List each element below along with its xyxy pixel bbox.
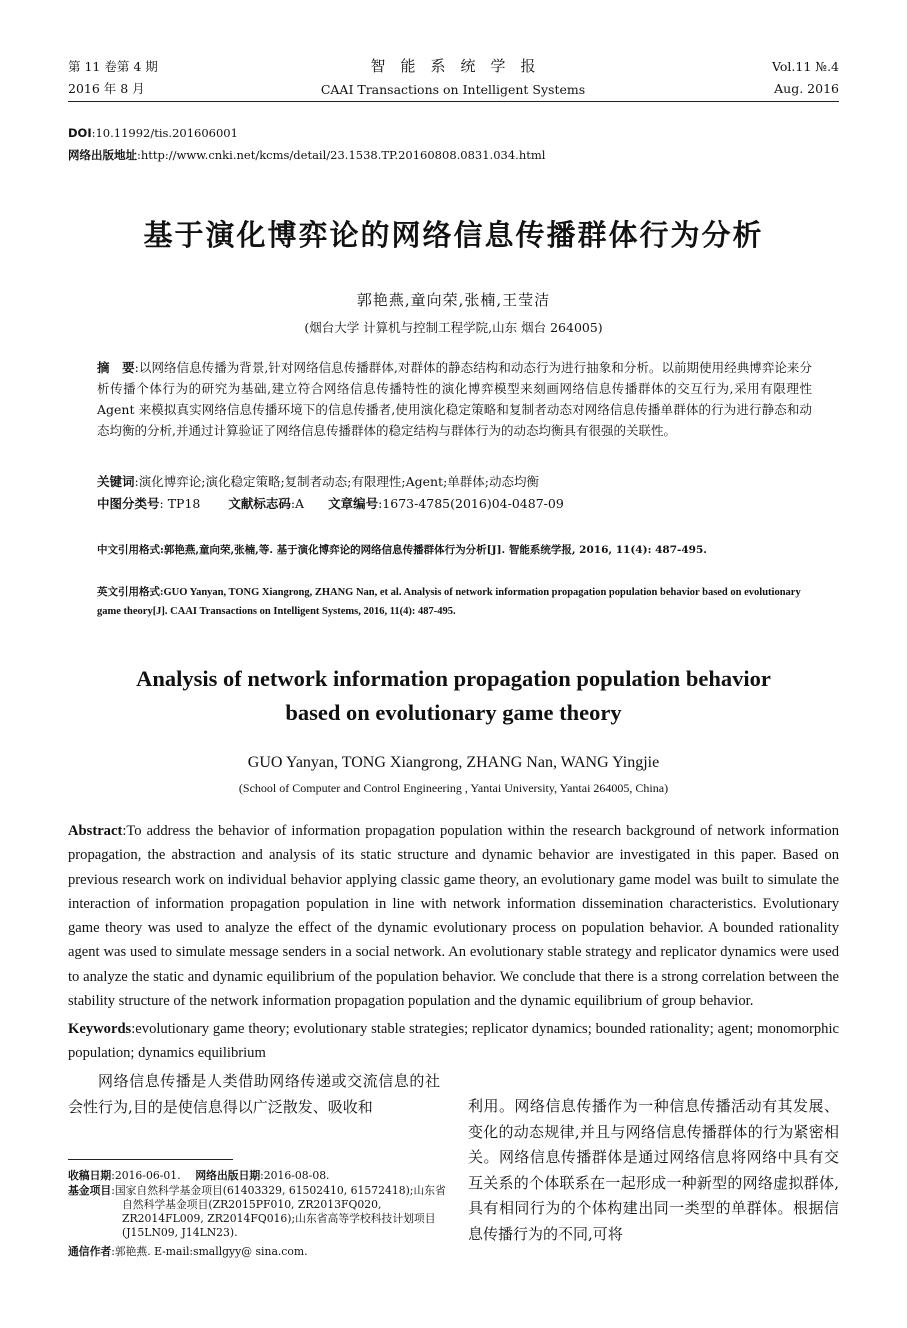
received-value: :2016-06-01. (111, 1169, 181, 1182)
header-volume-en: Vol.11 №.4 (771, 59, 839, 74)
corr-value: :郭艳燕. E-mail:smallgyy@ sina.com. (111, 1245, 308, 1258)
footnote-funding (68, 1184, 456, 1240)
corr-label: 通信作者 (68, 1245, 112, 1258)
abstract-en-label: Abstract (68, 823, 123, 839)
header-date-cn: 2016 年 8 月 (68, 81, 145, 96)
keywords-cn-text: :演化博弈论;演化稳定策略;复制者动态;有限理性;Agent;单群体;动态均衡 (134, 474, 539, 489)
header-rule (68, 101, 839, 102)
journal-name-cn: 智 能 系 统 学 报 (370, 57, 536, 75)
affiliation-cn: (烟台大学 计算机与控制工程学院,山东 烟台 264005) (304, 320, 603, 335)
doi-value: :10.11992/tis.201606001 (91, 126, 238, 140)
keywords-cn (97, 471, 812, 492)
classification-line (97, 493, 812, 514)
clc-value: : TP18 (159, 496, 201, 511)
abstract-en (68, 819, 839, 1013)
body-left-column: 网络信息传播是人类借助网络传递或交流信息的社会性行为,目的是使信息得以广泛散发、吸收和 (68, 1072, 440, 1116)
footnote-correspondence (68, 1245, 453, 1259)
affiliation-en: (School of Computer and Control Engineering , Yantai University, Yantai 264005, China) (238, 781, 669, 795)
fund-label: 基金项目 (68, 1184, 112, 1197)
doc-code-label: 文献标志码 (228, 496, 291, 511)
abstract-en-text: :To address the behavior of information propagation population within the research background of network information propagation, the abstraction and analysis of its static structure and dynamic behavior are investigated in this paper. Based on previous research work on individual behavior applying classic game theory, an evolutionary game model was built to simulate the interaction of information propagation population in line with network information dissemination characteristics. Evolutionary game theory was used to analyze the effect of the dynamic evolutionary process on population behavior. A bounded rationality agent was used to simulate message senders in a social network. An evolutionary stable strategy and replicator dynamics were used to analyze the static and dynamic equilibrium of the population behavior. We conclude that there is a strong correlation between the stability structure of the network information propagation population and the dynamic equilibrium of group behavior. (68, 823, 839, 1010)
citation-en-label: 英文引用格式 (97, 586, 160, 598)
clc-label: 中图分类号 (97, 496, 160, 511)
abstract-cn (97, 357, 812, 441)
authors-cn: 郭艳燕,童向荣,张楠,王莹洁 (356, 291, 551, 309)
doi-label: DOI (68, 126, 92, 140)
footnote-rule (68, 1159, 233, 1160)
title-en-line-1: Analysis of network information propagation population behavior (136, 666, 771, 691)
citation-cn-label: 中文引用格式 (97, 544, 160, 556)
citation-cn (97, 541, 812, 560)
header-date-en: Aug. 2016 (774, 81, 839, 96)
published-value: :2016-08-08. (260, 1169, 330, 1182)
authors-en: GUO Yanyan, TONG Xiangrong, ZHANG Nan, WANG Yingjie (247, 754, 660, 771)
citation-en-text: :GUO Yanyan, TONG Xiangrong, ZHANG Nan, et al. Analysis of network information propagation population behavior based on evolutionary game theory[J]. CAAI Transactions on Intelligent Systems, 2016, 11(4): 487-495. (97, 587, 801, 617)
keywords-en-label: Keywords (68, 1021, 132, 1037)
citation-en (97, 583, 812, 621)
online-address-label: 网络出版地址 (68, 148, 137, 162)
article-no-label: 文章编号 (328, 496, 379, 511)
keywords-en-text: :evolutionary game theory; evolutionary stable strategies; replicator dynamics; bounded rationality; agent; monomorphic population; dynamics equilibrium (68, 1021, 839, 1062)
keywords-en (68, 1017, 839, 1066)
article-no-value: :1673-4785(2016)04-0487-09 (378, 496, 564, 511)
online-address-line (68, 146, 545, 164)
abstract-cn-text: :以网络信息传播为背景,针对网络信息传播群体,对群体的静态结构和动态行为进行抽象和分析。以前期使用经典博弈论来分析传播个体行为的研究为基础,建立符合网络信息传播特性的演化博弈模型来刻画网络信息传播群体的交互行为,采用有限理性 Agent 来模拟真实网络信息传播环境下的信息传播者,使用演化稳定策略和复制者动态对网络信息传播单群体的行为进行静态和动态均衡的分析,并通过计算验证了网络信息传播群体的稳定结构与群体行为的动态均衡具有很强的关联性。 (97, 360, 812, 438)
body-right-column: 利用。网络信息传播作为一种信息传播活动有其发展、变化的动态规律,并且与网络信息传播群体的行为紧密相关。网络信息传播群体是通过网络信息将网络中具有交互关系的个体联系在一起形成一种新型的网络虚拟群体,具有相同行为的个体构建出同一类型的单群体。根据信息传播行为的不同,可将 (468, 1097, 839, 1243)
received-label: 收稿日期 (68, 1169, 112, 1182)
title-cn: 基于演化博弈论的网络信息传播群体行为分析 (143, 218, 764, 252)
journal-name-en: CAAI Transactions on Intelligent Systems (320, 82, 586, 97)
keywords-cn-label: 关键词 (97, 474, 135, 489)
online-address-value: :http://www.cnki.net/kcms/detail/23.1538.TP.20160808.0831.034.html (137, 148, 546, 162)
doc-code-value: :A (290, 496, 305, 511)
published-label: 网络出版日期 (195, 1169, 261, 1182)
abstract-cn-label: 摘 要 (97, 360, 135, 375)
fund-value: :国家自然科学基金项目(61403329, 61502410, 61572418);山东省自然科学基金项目(ZR2015PF010, ZR2013FQ020, ZR2014FL009, ZR2014FQ016);山东省高等学校科技计划项目(J15LN09, J14LN23). (111, 1184, 446, 1239)
footnote-dates (68, 1169, 453, 1183)
title-en-line-2: based on evolutionary game theory (285, 700, 622, 725)
header-volume-cn: 第 11 卷第 4 期 (68, 59, 158, 74)
citation-cn-text: :郭艳燕,童向荣,张楠,等. 基于演化博弈论的网络信息传播群体行为分析[J]. 智能系统学报, 2016, 11(4): 487-495. (160, 544, 707, 556)
doi-line (68, 124, 238, 142)
